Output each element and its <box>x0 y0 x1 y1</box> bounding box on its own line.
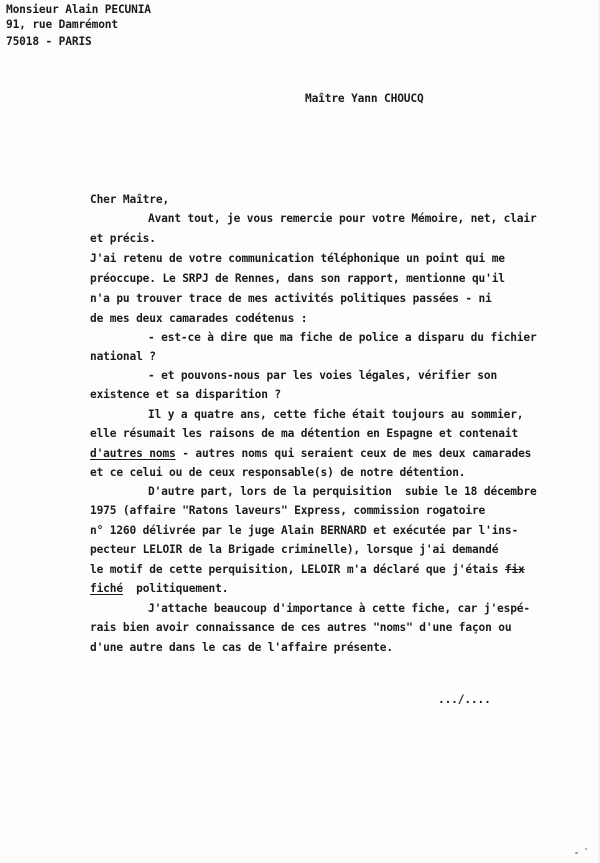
body-line: D'autre part, lors de la perquisition subie le 18 décembre <box>148 485 537 498</box>
body-line-rest: politiquement. <box>122 582 229 595</box>
body-line: national ? <box>90 350 156 363</box>
continuation-mark: .../.... <box>438 693 491 706</box>
body-line <box>90 447 531 461</box>
underlined-phrase: d'autres noms <box>90 447 176 460</box>
sender-city: 75018 - PARIS <box>6 35 92 48</box>
body-line: - et pouvons-nous par les voies légales, vérifier son <box>148 369 498 382</box>
underlined-word: fiché <box>90 582 123 595</box>
struck-word: fix <box>504 563 525 576</box>
body-line: Avant tout, je vous remercie pour votre Mémoire, net, clair <box>148 212 537 225</box>
body-line: et ce celui ou de ceux responsable(s) de notre détention. <box>90 466 466 479</box>
body-line: 1975 (affaire "Ratons laveurs" Express, commission rogatoire <box>90 504 486 517</box>
scan-speck <box>585 848 587 850</box>
body-line: existence et sa disparition ? <box>90 388 281 401</box>
body-line <box>90 563 525 577</box>
recipient: Maître Yann CHOUCQ <box>305 92 424 105</box>
body-line: pecteur LELOIR de la Brigade criminelle), lorsque j'ai demandé <box>90 543 499 556</box>
body-line: - est-ce à dire que ma fiche de police a disparu du fichier <box>148 331 537 344</box>
body-line: n° 1260 délivrée par le juge Alain BERNARD et exécutée par l'ins- <box>90 524 519 537</box>
salutation: Cher Maître, <box>90 193 170 206</box>
body-line: elle résumait les raisons de ma détention en Espagne et contenait <box>90 427 519 440</box>
body-line-rest: - autres noms qui seraient ceux de mes deux camarades <box>175 447 532 460</box>
body-line: n'a pu trouver trace de mes activités politiques passées - ni <box>90 292 492 305</box>
sender-street: 91, rue Damrémont <box>6 18 118 31</box>
body-line: et précis. <box>90 232 156 245</box>
scan-speck <box>575 852 578 854</box>
body-line: préoccupe. Le SRPJ de Rennes, dans son rapport, mentionne qu'il <box>90 272 505 285</box>
body-line: J'ai retenu de votre communication téléphonique un point qui me <box>90 252 505 265</box>
sender-name: Monsieur Alain PECUNIA <box>6 3 151 16</box>
body-line: J'attache beaucoup d'importance à cette fiche, car j'espé- <box>148 602 530 615</box>
body-line: d'une autre dans le cas de l'affaire présente. <box>90 641 393 654</box>
body-line <box>90 582 228 596</box>
body-line: de mes deux camarades codétenus : <box>90 312 308 325</box>
body-line-text: le motif de cette perquisition, LELOIR m'a déclaré que j'étais <box>90 563 505 576</box>
body-line: Il y a quatre ans, cette fiche était toujours au sommier, <box>148 408 524 421</box>
body-line: rais bien avoir connaissance de ces autres "noms" d'une façon ou <box>90 621 512 634</box>
